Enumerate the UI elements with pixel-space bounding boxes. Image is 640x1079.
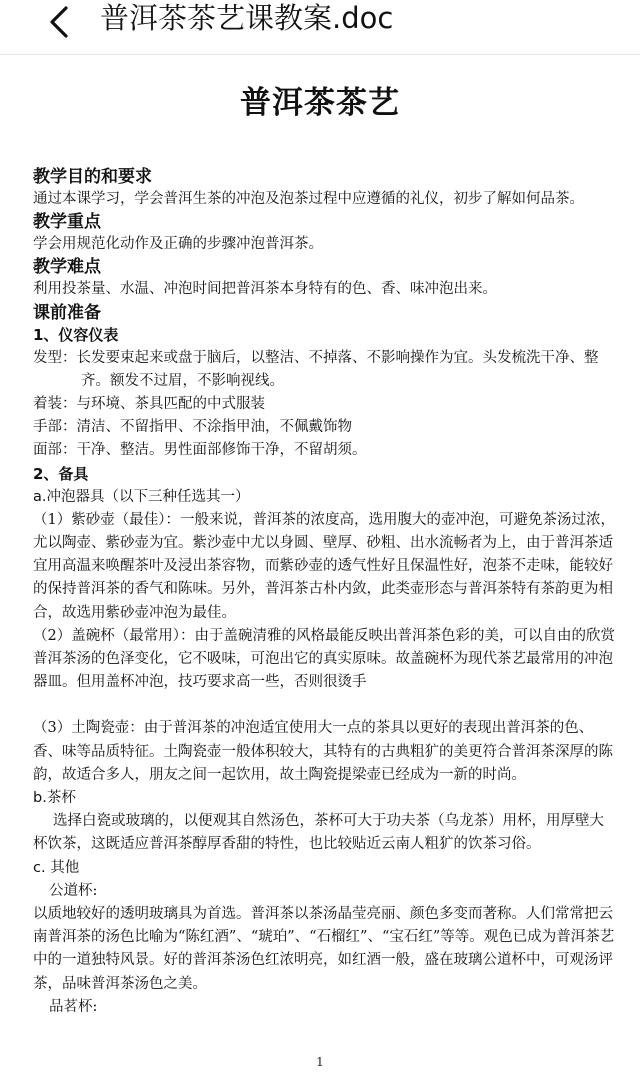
top-bar [0,0,640,55]
item-hands: 手部：清洁、不留指甲、不涂指甲油，不佩戴饰物 [33,419,352,436]
section-text-objectives: 通过本课学习，学会普洱生茶的冲泡及泡茶过程中应遵循的礼仪，初步了解如何品茶。 [33,191,584,207]
section-heading-objectives: 教学目的和要求 [33,167,152,187]
page-number: 1 [316,1055,324,1069]
item-face: 面部：干净、整洁。男性面部修饰干净，不留胡须。 [33,442,367,459]
subheading-utensils: 2、备具 [33,464,89,483]
section-heading-preparation: 课前准备 [33,302,101,323]
back-chevron-icon[interactable] [40,2,80,42]
item-hair: 发型：长发要束起来或盘于脑后，以整洁、不掉落、不影响操作为宜。头发梳洗干净、整齐。额发不过眉，不影响视线。 [33,349,599,389]
subheading-others: c. 其他 [33,859,80,876]
teacups-text: 选择白瓷或玻璃的，以便观其自然汤色，茶杯可大于功夫茶（乌龙茶）用杯，用厚壁大杯饮茶，这既适应普洱茶醇厚香甜的特性，也比较贴近云南人粗犷的饮茶习俗。 [33,813,604,853]
subheading-fair-cup: 公道杯: [49,882,98,899]
subheading-appearance: 1、仪容仪表 [33,325,119,344]
section-heading-key-points: 教学重点 [33,212,101,233]
vessel-clay-pot: （3）土陶瓷壶：由于普洱茶的冲泡适宜使用大一点的茶具以更好的表现出普洱茶的色、香、味等品质特征。土陶瓷壶一般体积较大，其特有的古典粗犷的美更符合普洱茶深厚的陈韵，故适合多人，朋友之间一起饮用，故土陶瓷提梁壶已经成为一新的时尚。 [33,720,613,783]
item-dress: 着装：与环境、茶具匹配的中式服装 [33,396,265,413]
fair-cup-text: 以质地较好的透明玻璃具为首选。普洱茶以茶汤晶莹亮丽、颜色多变而著称。人们常常把云南普洱茶的汤色比喻为“陈红酒”、“琥珀”、“石榴红”、“宝石红”等等。观色已成为普洱茶艺中的一道独特风景。好的普洱茶汤色红浓明亮，如红酒一般，盛在玻璃公道杯中，可观汤评茶，品味普洱茶汤色之美。 [33,906,615,992]
section-heading-difficulties: 教学难点 [33,257,101,278]
blank-line [33,694,615,717]
subheading-teacups: b.茶杯 [33,790,76,807]
document-page [0,55,640,1079]
document-body [33,166,615,1019]
page-title: 普洱茶茶艺 [240,85,400,121]
subheading-tasting-cup: 品茗杯: [49,998,98,1015]
vessel-zisha-teapot: （1）紫砂壶（最佳）：一般来说，普洱茶的浓度高，选用腹大的壶冲泡，可避免茶汤过浓，尤以陶壶、紫砂壶为宜。紫沙壶中尤以身圆、壁厚、砂粗、出水流畅者为上，由于普洱茶适宜用高温来唤醒茶叶及浸出茶容物，而紫砂壶的透气性好且保温性好，泡茶不走味，能较好的保持普洱茶的香气和陈味。另外，普洱茶古朴内敛，此类壶形态与普洱茶特有茶韵更为相合，故选用紫砂壶冲泡为最佳。 [33,511,615,621]
section-text-key-points: 学会用规范化动作及正确的步骤冲泡普洱茶。 [33,236,323,253]
subheading-brewing-vessels: a.冲泡器具（以下三种任选其一） [33,488,250,505]
section-text-difficulties: 利用投茶量、水温、冲泡时间把普洱茶本身特有的色、香、味冲泡出来。 [33,281,497,298]
vessel-gaiwan: （2）盖碗杯（最常用）：由于盖碗清雅的风格最能反映出普洱茶色彩的美，可以自由的欣赏普洱茶汤的色泽变化，它不吸味，可泡出它的真实原味。故盖碗杯为现代茶艺最常用的冲泡器皿。但用盖杯冲泡，技巧要求高一些，否则很烫手 [33,627,615,691]
document-title: 普洱茶茶艺课教案.doc [100,1,394,35]
